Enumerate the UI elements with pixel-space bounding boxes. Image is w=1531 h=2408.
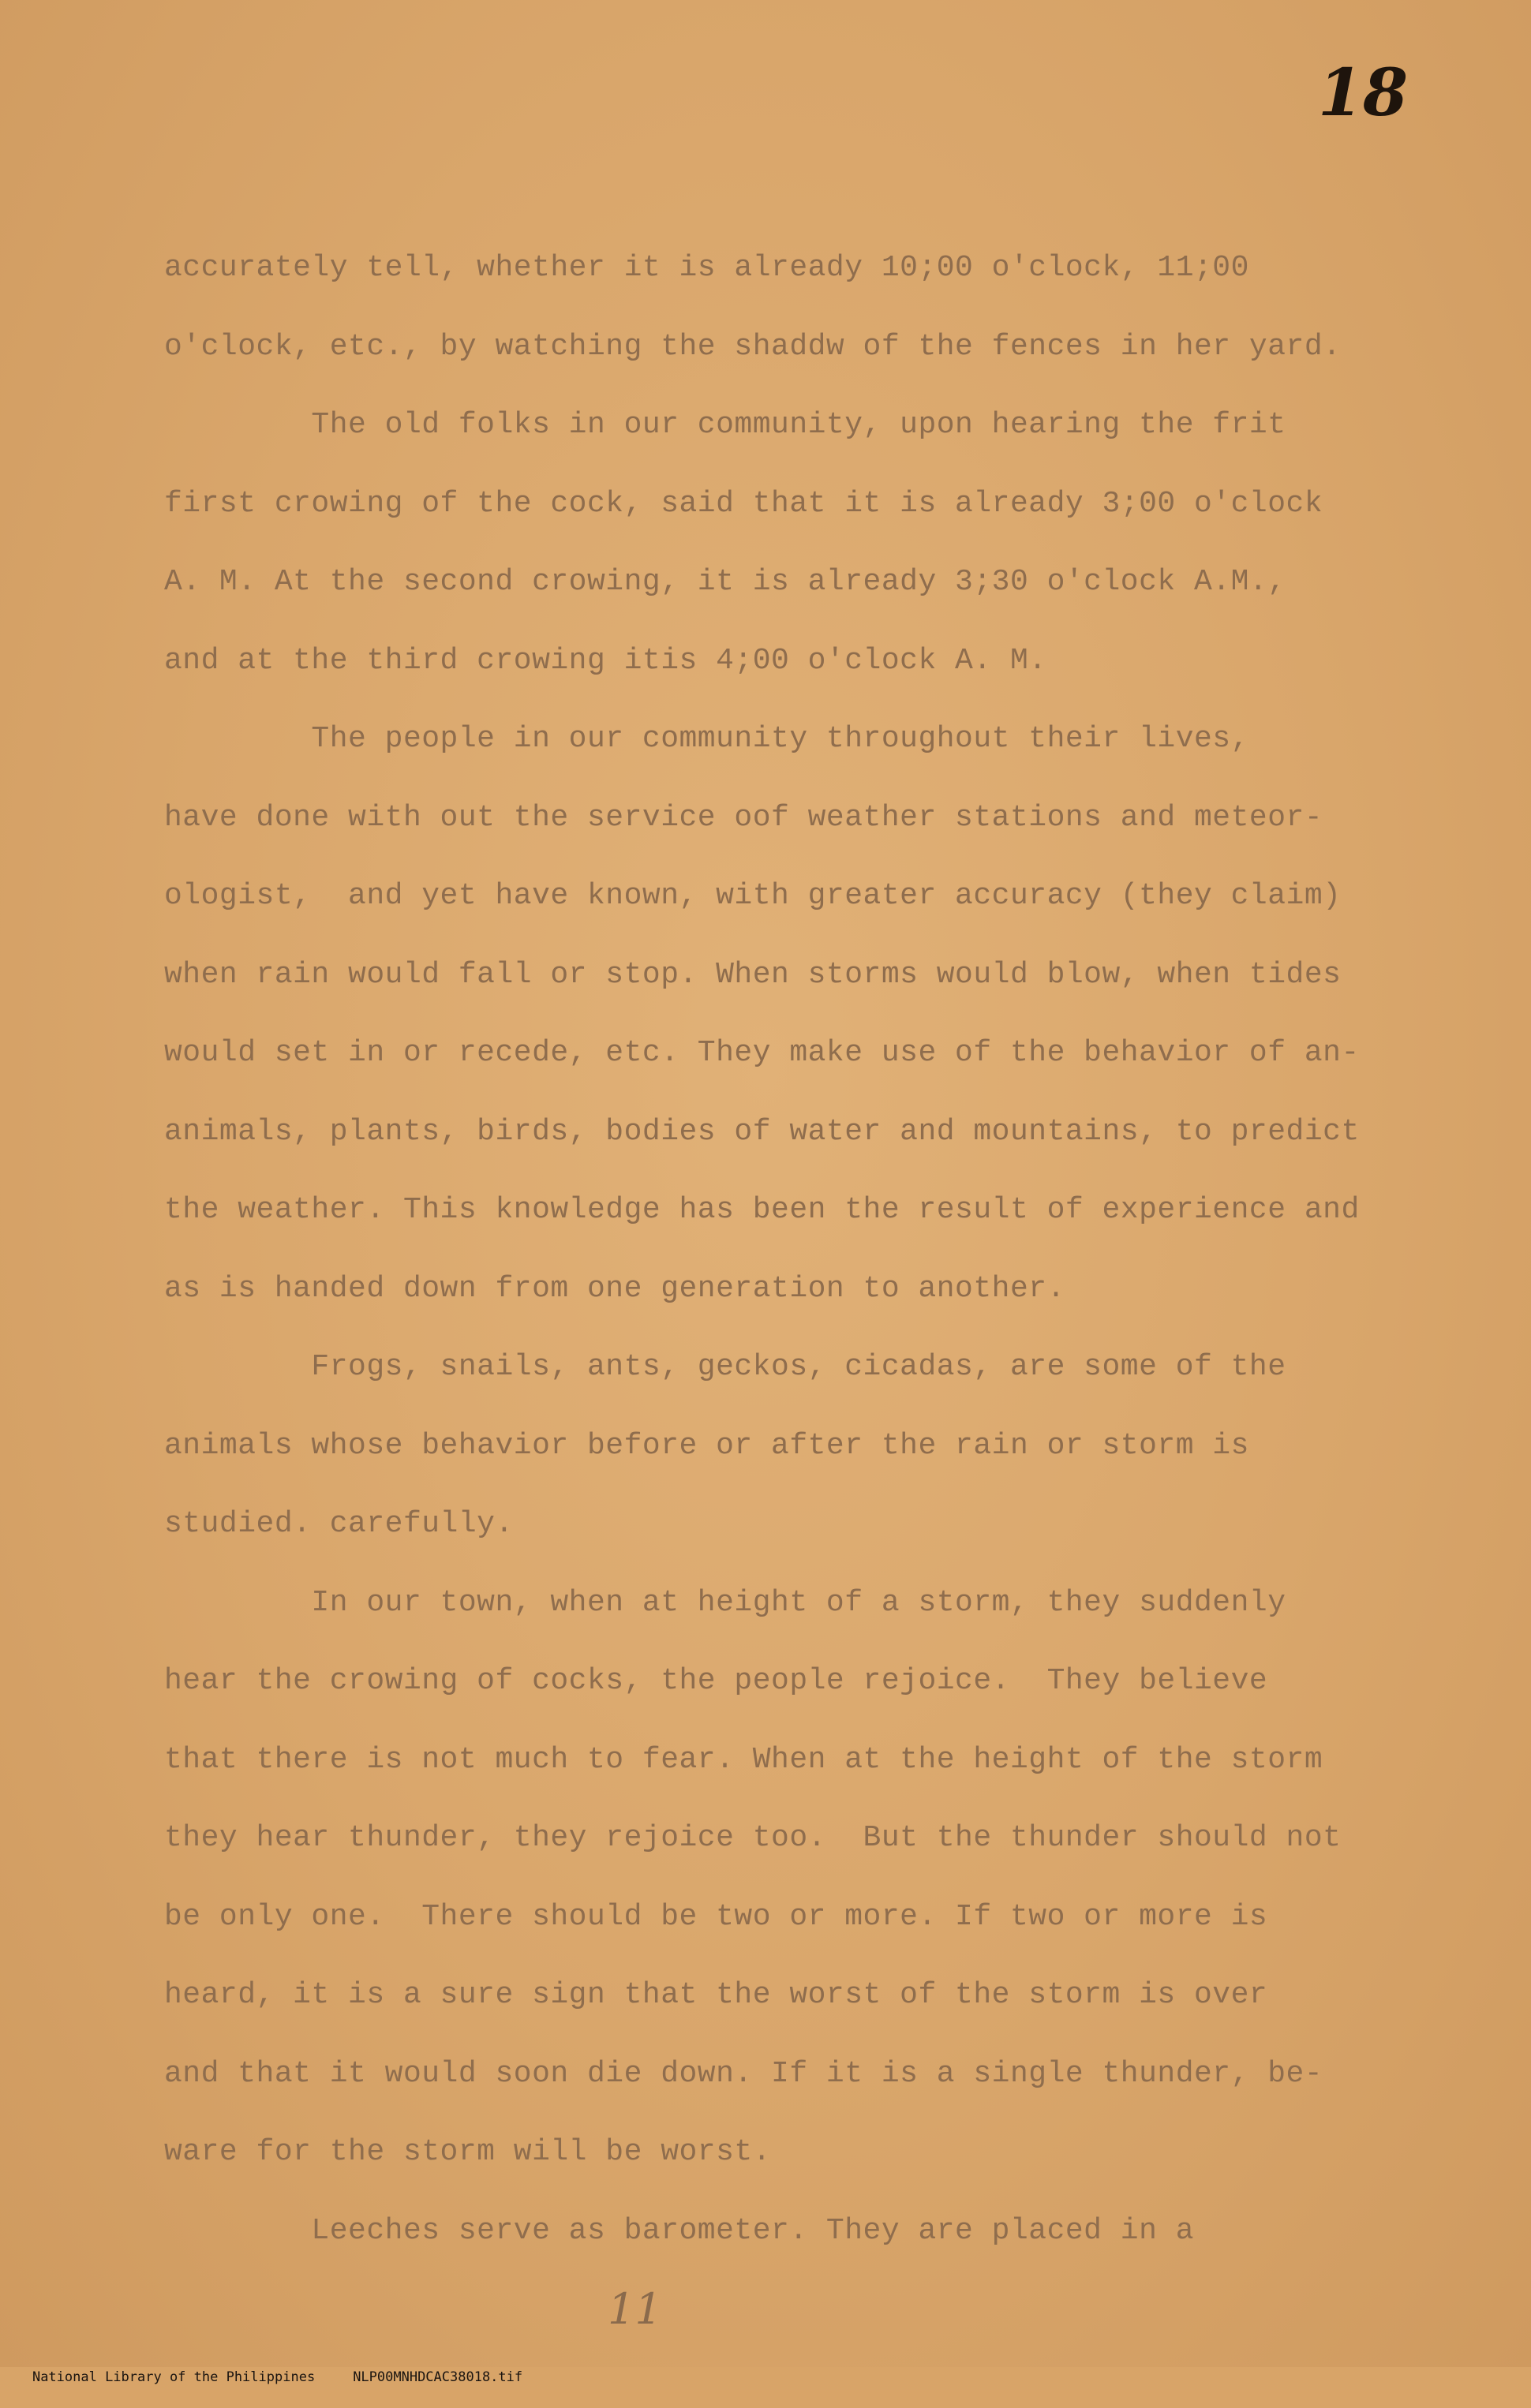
- text-line: o'clock, etc., by watching the shaddw of the fences in her yard.: [164, 329, 1342, 364]
- text-line: have done with out the service oof weather stations and meteor-: [164, 800, 1323, 835]
- text-line: ware for the storm will be worst.: [164, 2135, 772, 2169]
- text-line: and at the third crowing itis 4;00 o'clock A. M.: [164, 643, 1047, 678]
- text-line: In our town, when at height of a storm, they suddenly: [164, 1585, 1286, 1620]
- text-line: Leeches serve as barometer. They are placed in a: [164, 2213, 1195, 2248]
- text-line: accurately tell, whether it is already 10;00 o'clock, 11;00: [164, 251, 1249, 285]
- text-line: Frogs, snails, ants, geckos, cicadas, are some of the: [164, 1350, 1286, 1384]
- text-line: hear the crowing of cocks, the people rejoice. They believe: [164, 1664, 1268, 1698]
- text-line: The people in our community throughout their lives,: [164, 722, 1249, 756]
- text-line: they hear thunder, they rejoice too. But the thunder should not: [164, 1821, 1342, 1855]
- document-body: [164, 229, 1427, 2270]
- text-line: be only one. There should be two or more. If two or more is: [164, 1899, 1268, 1934]
- text-line: heard, it is a sure sign that the worst of the storm is over: [164, 1978, 1268, 2012]
- text-line: ologist, and yet have known, with greater accuracy (they claim): [164, 879, 1342, 913]
- text-line: animals, plants, birds, bodies of water and mountains, to predict: [164, 1114, 1360, 1149]
- text-line: A. M. At the second crowing, it is already 3;30 o'clock A.M.,: [164, 565, 1286, 599]
- footer-institution: National Library of the Philippines: [32, 2369, 316, 2385]
- text-line: and that it would soon die down. If it is a single thunder, be-: [164, 2056, 1323, 2091]
- text-line: the weather. This knowledge has been the result of experience and: [164, 1193, 1360, 1227]
- text-line: that there is not much to fear. When at the height of the storm: [164, 1742, 1323, 1777]
- handwritten-mark: 11: [608, 2284, 662, 2334]
- page-number: 18: [1318, 55, 1409, 131]
- text-line: animals whose behavior before or after the rain or storm is: [164, 1428, 1249, 1463]
- footer-filename: NLP00MNHDCAC38018.tif: [353, 2369, 523, 2385]
- scan-footer: [0, 2346, 1531, 2385]
- text-line: The old folks in our community, upon hearing the frit: [164, 408, 1286, 442]
- text-line: when rain would fall or stop. When storms would blow, when tides: [164, 957, 1342, 992]
- text-line: first crowing of the cock, said that it is already 3;00 o'clock: [164, 486, 1323, 521]
- text-line: studied. carefully.: [164, 1507, 514, 1541]
- text-line: as is handed down from one generation to another.: [164, 1271, 1065, 1306]
- text-line: would set in or recede, etc. They make use of the behavior of an-: [164, 1036, 1360, 1070]
